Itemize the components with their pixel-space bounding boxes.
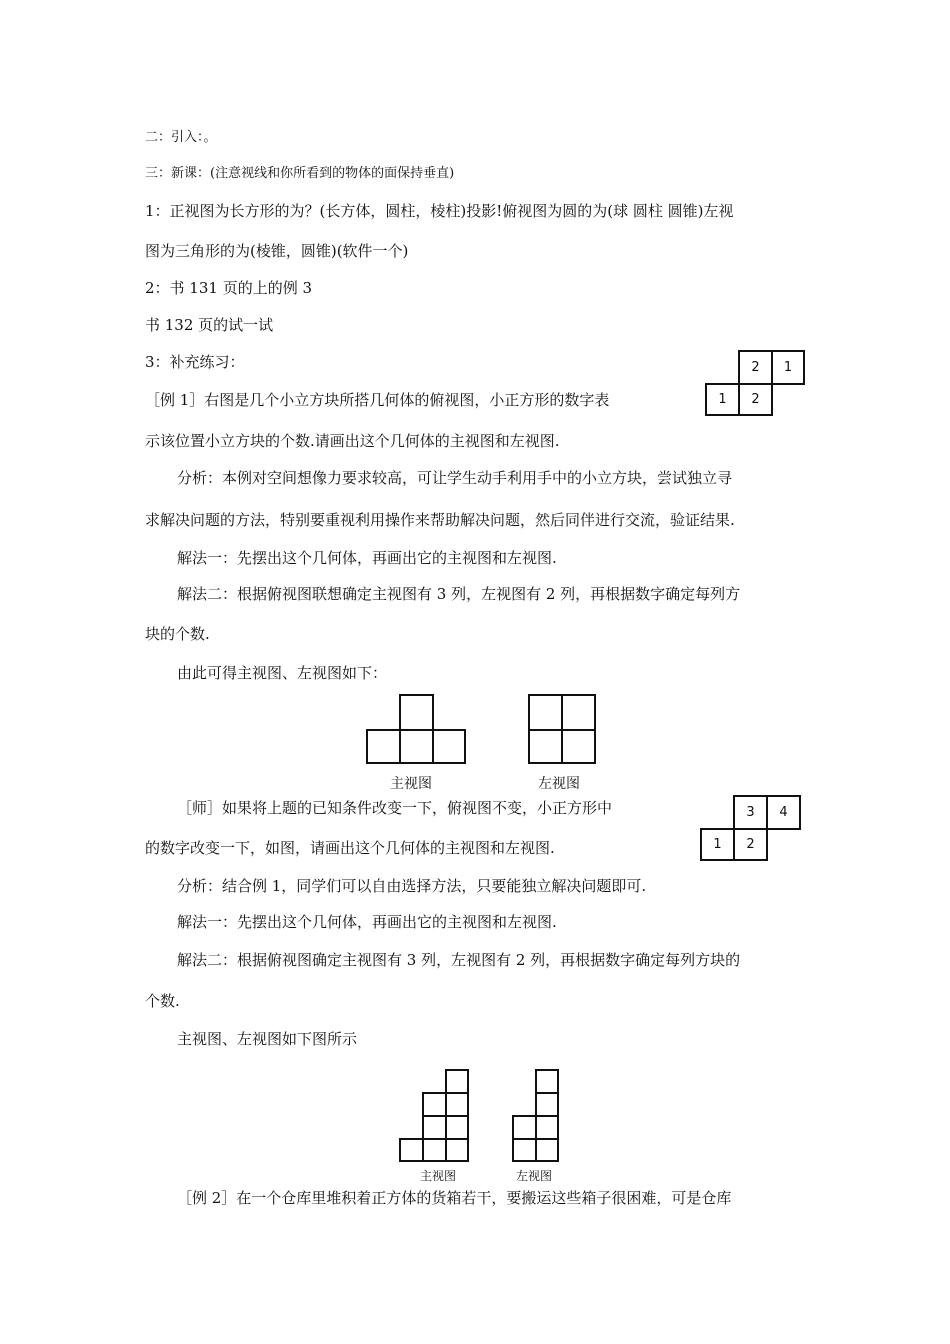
view-square	[445, 1069, 469, 1094]
view-square	[399, 729, 434, 764]
view-square	[512, 1138, 537, 1162]
view-square	[535, 1069, 559, 1094]
main-view-figure-2	[399, 1069, 469, 1162]
view-square	[561, 729, 596, 764]
left-view-figure-1	[528, 694, 596, 764]
view-square	[399, 694, 434, 731]
view-square	[366, 729, 401, 764]
text-line: 图为三角形的为(棱锥，圆锥)(软件一个)	[145, 242, 409, 260]
view-square	[528, 694, 563, 731]
view-square	[422, 1115, 447, 1140]
text-line-new-lesson: 三：新课：(注意视线和你所看到的物体的面保持垂直)	[145, 166, 455, 181]
text-line: 3：补充练习：	[145, 353, 245, 371]
top-view-cell: 1	[700, 828, 735, 861]
text-line-solution-1: 解法一：先摆出这个几何体，再画出它的主视图和左视图.	[177, 549, 557, 567]
main-view-label: 主视图	[420, 1169, 457, 1183]
text-line-example-2: ［例 2］在一个仓库里堆积着正方体的货箱若干，要搬运这些箱子很困难，可是仓库	[177, 1189, 732, 1207]
top-view-cell: 2	[738, 350, 773, 385]
top-view-cell: 1	[771, 350, 805, 385]
left-view-figure-2	[512, 1069, 559, 1162]
text-line: 1：正视图为长方形的为？(长方体，圆柱，棱柱)投影!俯视图为圆的为(球 圆柱 圆锥)左视	[145, 202, 734, 220]
view-square	[512, 1115, 537, 1140]
text-line: 书 132 页的试一试	[145, 316, 274, 334]
text-line-solution-2: 解法二：根据俯视图联想确定主视图有 3 列，左视图有 2 列，再根据数字确定每列方	[177, 585, 741, 603]
text-line: 示该位置小立方块的个数.请画出这个几何体的主视图和左视图.	[145, 432, 560, 450]
main-view-figure-1	[366, 694, 466, 764]
text-line-solution-2b: 解法二：根据俯视图确定主视图有 3 列，左视图有 2 列，再根据数字确定每列方块的	[177, 951, 741, 969]
text-line: 主视图、左视图如下图所示	[177, 1030, 358, 1048]
text-line-teacher: ［师］如果将上题的已知条件改变一下，俯视图不变，小正方形中	[177, 799, 613, 817]
text-line: 由此可得主视图、左视图如下：	[177, 664, 388, 682]
top-view-cell: 2	[738, 383, 773, 416]
view-square	[445, 1092, 469, 1117]
view-square	[535, 1115, 559, 1140]
left-view-label: 左视图	[538, 776, 580, 792]
text-line: 块的个数.	[145, 625, 210, 643]
view-square	[422, 1138, 447, 1162]
view-square	[445, 1115, 469, 1140]
view-square	[535, 1138, 559, 1162]
top-view-cell: 2	[733, 828, 768, 861]
main-view-label: 主视图	[390, 776, 432, 792]
left-view-label: 左视图	[516, 1169, 553, 1183]
top-view-figure-2	[700, 795, 801, 861]
view-square	[422, 1092, 447, 1117]
top-view-cell: 4	[766, 795, 801, 830]
view-square	[528, 729, 563, 764]
text-line: 的数字改变一下，如图，请画出这个几何体的主视图和左视图.	[145, 839, 555, 857]
text-line-analysis-2: 分析：结合例 1，同学们可以自由选择方法，只要能独立解决问题即可.	[177, 877, 647, 895]
top-view-cell: 3	[733, 795, 768, 830]
text-line-solution-1b: 解法一：先摆出这个几何体，再画出它的主视图和左视图.	[177, 913, 557, 931]
top-view-cell: 1	[705, 383, 740, 416]
text-line: 个数.	[145, 992, 180, 1010]
view-square	[445, 1138, 469, 1162]
view-square	[432, 729, 466, 764]
text-line: 求解决问题的方法，特别要重视利用操作来帮助解决问题，然后同伴进行交流，验证结果.	[145, 511, 735, 529]
top-view-figure-1	[705, 350, 805, 416]
text-line-intro: 二：引入：。	[145, 130, 217, 145]
text-line: 2：书 131 页的上的例 3	[145, 279, 313, 297]
view-square	[535, 1092, 559, 1117]
view-square	[399, 1138, 424, 1162]
text-line-example-1: ［例 1］右图是几个小立方块所搭几何体的俯视图，小正方形的数字表	[145, 391, 610, 409]
view-square	[561, 694, 596, 731]
text-line-analysis: 分析：本例对空间想像力要求较高，可让学生动手利用手中的小立方块，尝试独立寻	[177, 469, 733, 487]
